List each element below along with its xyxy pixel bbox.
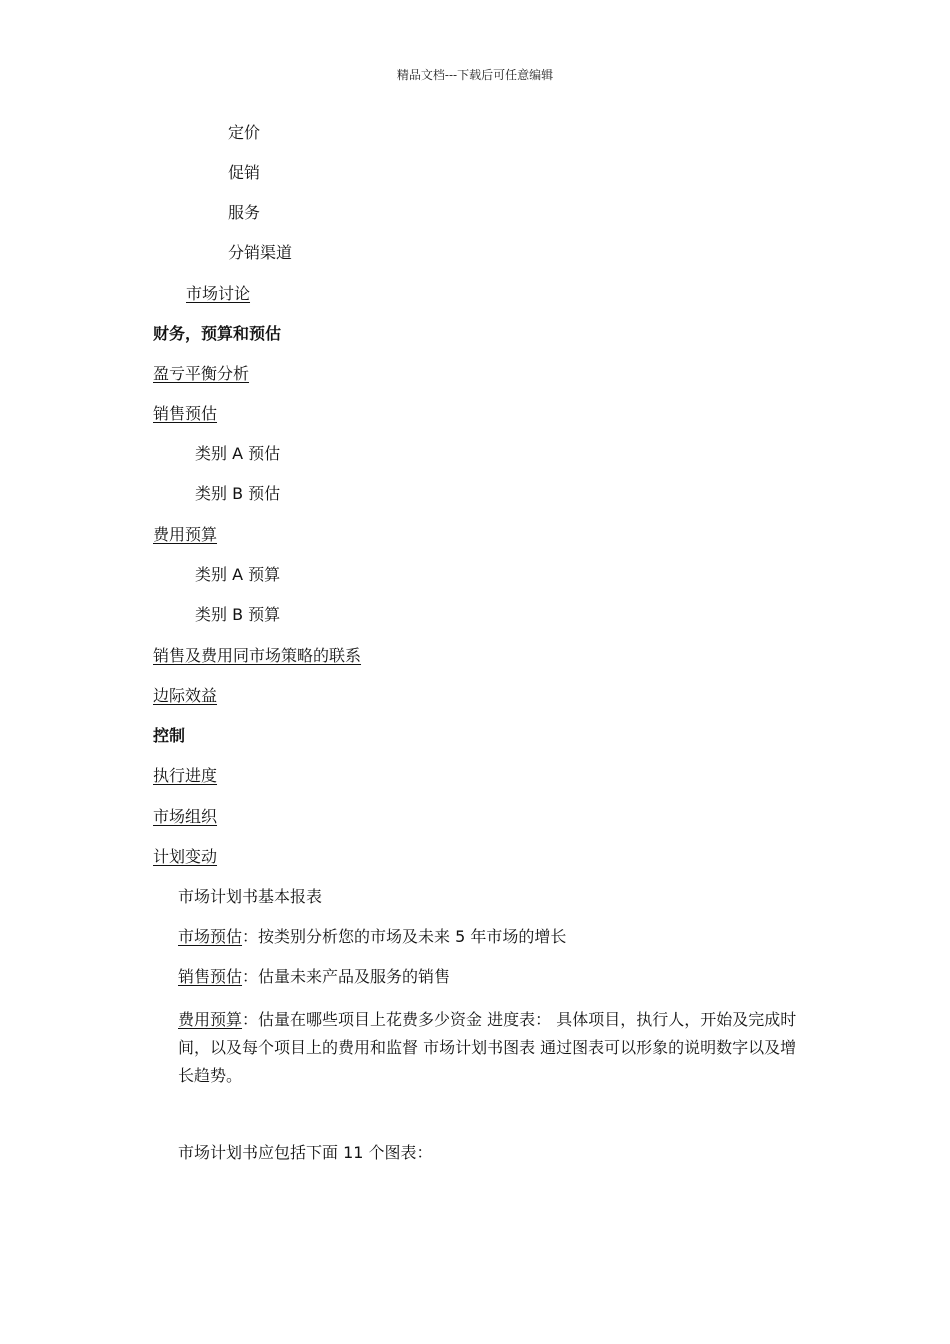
link-expense-budget[interactable]: 费用预算 [153,525,218,544]
expense-budget-label[interactable]: 费用预算 [178,1010,243,1029]
sales-forecast-line [178,967,450,987]
sales-forecast-label[interactable]: 销售预估 [178,967,243,986]
market-forecast-text: ：按类别分析您的市场及未来 5 年市场的增长 [242,927,567,946]
item-distribution: 分销渠道 [228,243,293,262]
expense-budget-paragraph [178,1006,802,1090]
link-market-organization[interactable]: 市场组织 [153,807,218,826]
item-cat-a-budget: 类别 A 预算 [195,565,281,584]
item-pricing: 定价 [228,123,261,142]
link-execution-schedule[interactable]: 执行进度 [153,766,218,785]
sales-forecast-text: ：估量未来产品及服务的销售 [242,967,451,986]
page-header: 精品文档---下载后可任意编辑 [396,68,554,82]
item-service: 服务 [228,203,261,222]
chart-intro: 市场计划书应包括下面 11 个图表： [178,1143,433,1162]
link-sales-forecast[interactable]: 销售预估 [153,404,218,423]
item-cat-b-budget: 类别 B 预算 [195,605,281,624]
item-cat-b-forecast: 类别 B 预估 [195,484,281,503]
heading-control: 控制 [153,726,186,745]
link-sales-expense-linkage[interactable]: 销售及费用同市场策略的联系 [153,646,362,665]
market-forecast-label[interactable]: 市场预估 [178,927,243,946]
heading-finance: 财务，预算和预估 [153,324,282,343]
basic-report-title: 市场计划书基本报表 [178,887,323,906]
link-plan-changes[interactable]: 计划变动 [153,847,218,866]
link-breakeven[interactable]: 盈亏平衡分析 [153,364,250,383]
expense-budget-text: ：估量在哪些项目上花费多少资金 进度表： 具体项目，执行人，开始及完成时间，以及每个项目上的费用和监督 市场计划书图表 通过图表可以形象的说明数字以及增长趋势。 [178,1010,797,1085]
item-cat-a-forecast: 类别 A 预估 [195,444,281,463]
link-marginal-benefit[interactable]: 边际效益 [153,686,218,705]
item-promotion: 促销 [228,163,261,182]
market-forecast-line [178,927,566,947]
link-market-discussion[interactable]: 市场讨论 [186,284,251,303]
